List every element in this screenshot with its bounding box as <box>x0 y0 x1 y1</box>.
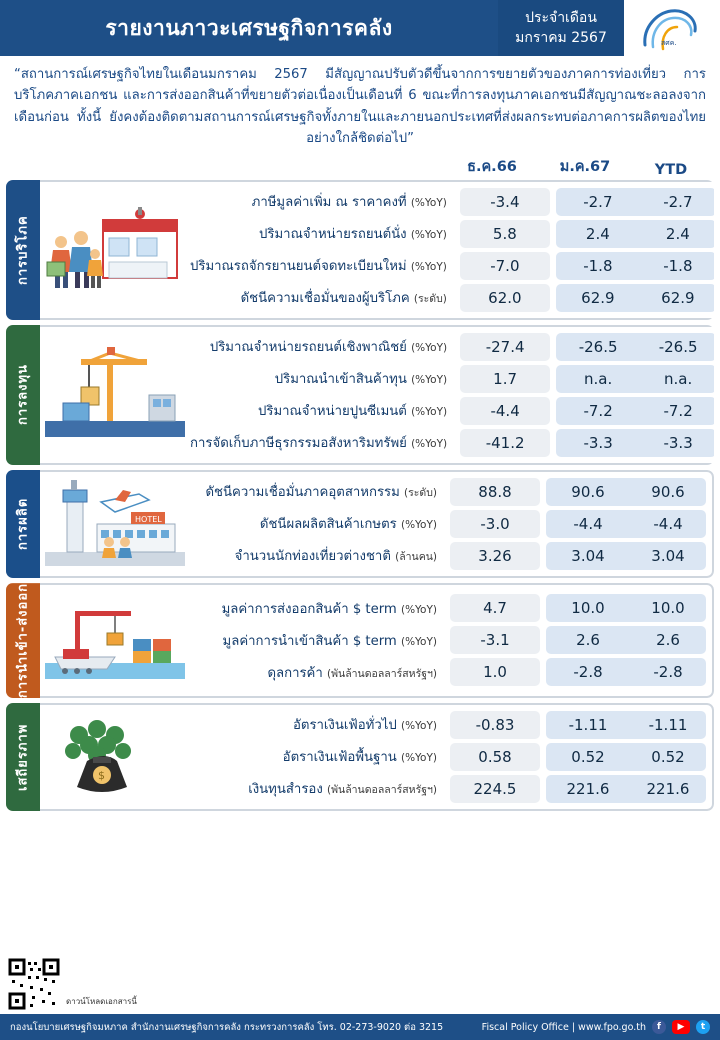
value-prev: -3.0 <box>450 510 540 538</box>
summary-paragraph: “สถานการณ์เศรษฐกิจไทยในเดือนมกราคม 2567 มีสัญญาณปรับตัวดีขึ้นจากการขยายตัวของภาคการท่องเที่ยว การบริโภคภาคเอกชน และการส่งออกสินค้าที่ขยายตัวต่อเนื่องเป็นเดือนที่ 6 ขณะที่การลงทุนภาคเอกชนมีสัญญาณชะลอลงจากเดือนก่อน ทั้งนี้ ยังคงต้องติดตามสถานการณ์เศรษฐกิจทั้งภายในและภายนอกประเทศที่ส่งผลกระทบต่อภาคการผลิตของไทยอย่างใกล้ชิดต่อไป” <box>14 67 706 147</box>
table-row <box>190 624 712 656</box>
row-label: ดัชนีความเชื่อมั่นของผู้บริโภค <box>240 291 410 306</box>
construction-crane-icon <box>40 347 190 443</box>
value-prev: 5.8 <box>460 220 550 248</box>
fpo-logo-icon <box>624 0 720 56</box>
value-current: -1.8 <box>583 256 613 275</box>
value-ytd: -7.2 <box>663 401 693 420</box>
rows-trade <box>190 592 712 688</box>
value-prev: -3.4 <box>460 188 550 216</box>
qr-caption: ดาวน์โหลดเอกสารนี้ <box>66 997 137 1006</box>
section-label-production: การผลิต <box>6 470 40 578</box>
row-label: ภาษีมูลค่าเพิ่ม ณ ราคาคงที่ <box>251 195 407 210</box>
row-label: อัตราเงินเฟ้อทั่วไป <box>292 718 397 734</box>
row-unit: (ระดับ) <box>404 487 437 499</box>
value-ytd: 10.0 <box>651 599 685 618</box>
section-label-consumption: การบริโภค <box>6 180 40 320</box>
value-current: -26.5 <box>578 337 618 356</box>
table-row <box>190 427 714 459</box>
table-row <box>190 741 712 773</box>
row-label: เงินทุนสำรอง <box>248 782 323 798</box>
row-label: จำนวนนักท่องเที่ยวต่างชาติ <box>234 549 391 564</box>
column-header-ytd: YTD <box>654 161 688 178</box>
value-current: -4.4 <box>573 514 603 533</box>
youtube-icon[interactable]: ▶ <box>672 1020 690 1034</box>
money-bag-icon <box>40 713 190 801</box>
row-unit: (ระดับ) <box>413 293 447 305</box>
row-label: อัตราเงินเฟ้อพื้นฐาน <box>282 750 397 766</box>
value-ytd: -26.5 <box>658 337 698 356</box>
value-ytd: 2.4 <box>665 224 690 243</box>
value-prev: 224.5 <box>450 775 540 803</box>
section-stability <box>6 703 714 811</box>
rows-investment <box>190 331 714 459</box>
row-unit: (%YoY) <box>410 261 447 273</box>
row-label: ปริมาณจำหน่ายรถยนต์เชิงพาณิชย์ <box>209 340 407 355</box>
value-prev: -41.2 <box>460 429 550 457</box>
value-current: -7.2 <box>583 401 613 420</box>
value-prev: -3.1 <box>450 626 540 654</box>
page-header <box>0 0 720 56</box>
value-prev: 0.58 <box>450 743 540 771</box>
value-current: 3.04 <box>571 546 605 565</box>
value-prev: 1.0 <box>450 658 540 686</box>
rows-consumption <box>190 186 714 314</box>
row-unit: (%YoY) <box>411 374 448 386</box>
row-label: ปริมาณรถจักรยานยนต์จดทะเบียนใหม่ <box>190 259 407 274</box>
value-ytd: -2.8 <box>653 663 683 682</box>
row-label: ปริมาณจำหน่ายปูนซีเมนต์ <box>258 404 407 419</box>
row-label: การจัดเก็บภาษีธุรกรรมอสังหาริมทรัพย์ <box>190 436 407 451</box>
rows-stability <box>190 709 712 805</box>
table-row <box>190 186 714 218</box>
table-row <box>190 218 714 250</box>
section-consumption <box>6 180 714 320</box>
page-footer <box>0 1014 720 1040</box>
value-ytd: 62.9 <box>661 288 695 307</box>
value-current: -1.11 <box>568 715 608 734</box>
value-ytd: 2.6 <box>656 631 680 650</box>
table-row <box>190 773 712 805</box>
value-current: 62.9 <box>581 288 615 307</box>
column-header-current-month: ม.ค.67 <box>559 158 611 175</box>
row-label: ปริมาณนำเข้าสินค้าทุน <box>274 372 407 387</box>
value-ytd: -3.3 <box>663 433 693 452</box>
twitter-icon[interactable]: t <box>696 1020 710 1034</box>
row-unit: (%YoY) <box>400 603 437 616</box>
value-current: -2.8 <box>573 663 603 682</box>
table-row <box>190 709 712 741</box>
section-investment <box>6 325 714 465</box>
report-period <box>498 0 624 56</box>
value-ytd: 0.52 <box>651 747 685 766</box>
value-current: 221.6 <box>566 779 610 798</box>
svg-text:HOTEL: HOTEL <box>135 514 162 524</box>
row-unit: (%YoY) <box>410 197 447 209</box>
table-row <box>190 656 712 688</box>
row-unit: (ล้านคน) <box>395 551 437 563</box>
value-ytd: -1.8 <box>663 256 693 275</box>
section-label-investment: การลงทุน <box>6 325 40 465</box>
value-current: n.a. <box>583 369 613 388</box>
value-current: -2.7 <box>583 192 613 211</box>
value-ytd: 3.04 <box>651 546 685 565</box>
footer-contact: กองนโยบายเศรษฐกิจมหภาค สำนักงานเศรษฐกิจการคลัง กระทรวงการคลัง โทร. 02-273-9020 ต่อ 3215 <box>10 1021 444 1033</box>
value-prev: -7.0 <box>460 252 550 280</box>
footer-office: Fiscal Policy Office | www.fpo.go.th <box>481 1021 646 1033</box>
table-row <box>190 395 714 427</box>
value-ytd: 90.6 <box>651 482 685 501</box>
value-current: 2.4 <box>585 224 610 243</box>
value-prev: -0.83 <box>450 711 540 739</box>
page-title: รายงานภาวะเศรษฐกิจการคลัง <box>105 15 393 40</box>
value-ytd: -4.4 <box>653 514 683 533</box>
row-unit: (พันล้านดอลลาร์สหรัฐฯ) <box>327 667 437 680</box>
qr-code-icon[interactable] <box>8 958 60 1010</box>
section-label-stability: เสถียรภาพ <box>6 703 40 811</box>
row-unit: (%YoY) <box>400 752 437 765</box>
section-trade <box>6 583 714 698</box>
table-row <box>190 331 714 363</box>
row-unit: (%YoY) <box>411 406 448 418</box>
row-label: มูลค่าการนำเข้าสินค้า $ term <box>222 633 397 649</box>
table-row <box>190 363 714 395</box>
value-ytd: 221.6 <box>646 779 690 798</box>
row-unit: (%YoY) <box>411 342 448 354</box>
period-value: มกราคม 2567 <box>515 30 607 46</box>
row-unit: (%YoY) <box>400 720 437 733</box>
section-production <box>6 470 714 578</box>
value-prev: -4.4 <box>460 397 550 425</box>
row-unit: (%YoY) <box>410 229 447 241</box>
table-row <box>190 250 714 282</box>
section-label-trade: การนำเข้า-ส่งออก <box>6 583 40 698</box>
column-headers <box>0 156 720 180</box>
row-label: ดุลการค้า <box>267 665 323 681</box>
value-ytd: -2.7 <box>663 192 693 211</box>
row-label: ปริมาณจำหน่ายรถยนต์นั่ง <box>259 227 407 242</box>
svg-text:สศค.: สศค. <box>661 39 677 47</box>
value-current: 2.6 <box>576 631 600 650</box>
row-unit: (%YoY) <box>400 635 437 648</box>
row-label: ดัชนีผลผลิตสินค้าเกษตร <box>259 517 397 532</box>
value-prev: 1.7 <box>460 365 550 393</box>
airport-tourism-icon <box>40 478 190 570</box>
value-current: -3.3 <box>583 433 613 452</box>
row-unit: (%YoY) <box>400 519 437 531</box>
row-unit: (%YoY) <box>411 438 448 450</box>
value-current: 90.6 <box>571 482 605 501</box>
value-current: 10.0 <box>571 599 605 618</box>
table-row <box>190 540 712 572</box>
table-row <box>190 508 712 540</box>
value-current: 0.52 <box>571 747 605 766</box>
row-unit: (พันล้านดอลลาร์สหรัฐฯ) <box>327 784 437 797</box>
row-label: มูลค่าการส่งออกสินค้า $ term <box>221 601 397 617</box>
value-ytd: n.a. <box>663 369 693 388</box>
column-header-prev-month: ธ.ค.66 <box>467 158 517 175</box>
period-label: ประจำเดือน <box>525 9 597 26</box>
svg-text:$: $ <box>98 768 105 782</box>
port-cargo-icon <box>40 597 190 683</box>
value-prev: 4.7 <box>450 594 540 622</box>
value-prev: 88.8 <box>450 478 540 506</box>
value-prev: 62.0 <box>460 284 550 312</box>
table-row <box>190 476 712 508</box>
table-row <box>190 282 714 314</box>
value-ytd: -1.11 <box>648 715 688 734</box>
shopping-family-icon <box>40 202 190 298</box>
row-label: ดัชนีความเชื่อมั่นภาคอุตสาหกรรม <box>205 485 400 500</box>
rows-production <box>190 476 712 572</box>
value-prev: 3.26 <box>450 542 540 570</box>
qr-area <box>8 958 137 1010</box>
value-prev: -27.4 <box>460 333 550 361</box>
table-row <box>190 592 712 624</box>
facebook-icon[interactable]: f <box>652 1020 666 1034</box>
